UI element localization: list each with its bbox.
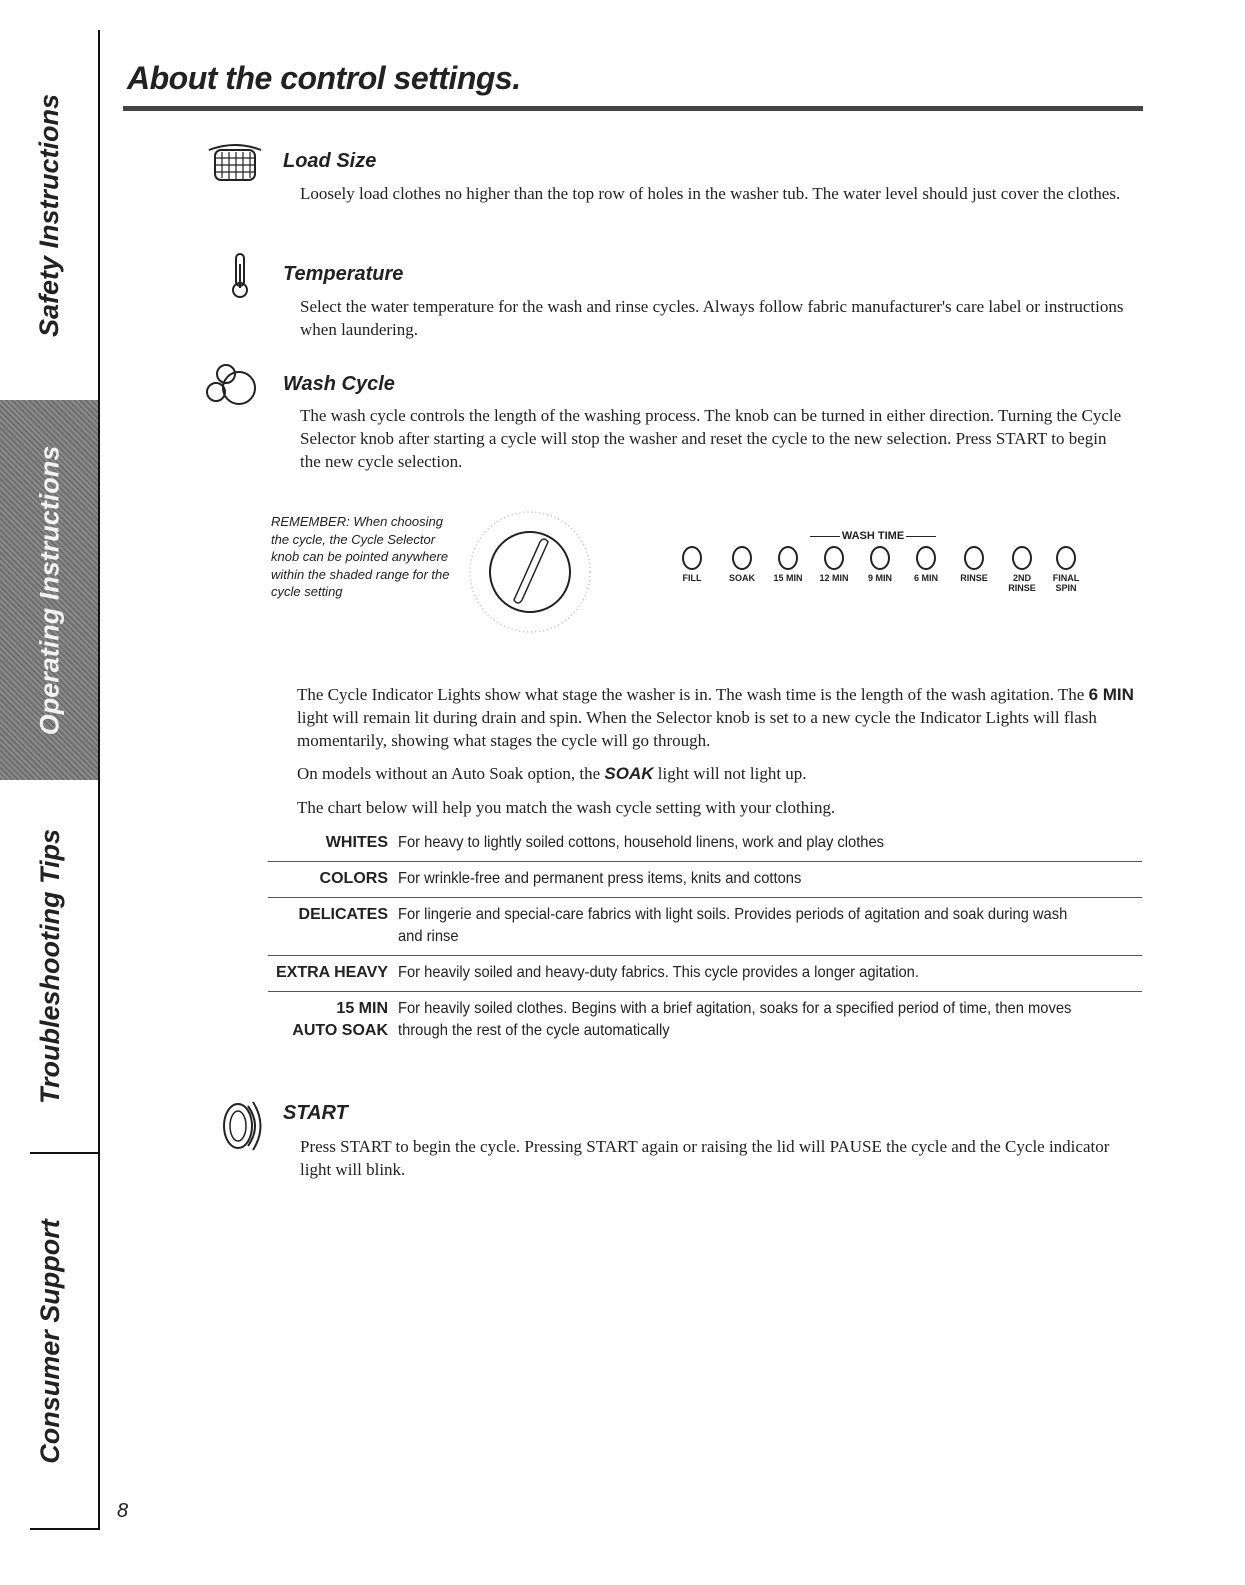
- start-text: Press START to begin the cycle. Pressing START again or raising the lid will PAUSE the cycle and the Cycle indicator light will blink.: [300, 1137, 1110, 1179]
- table-row: [268, 826, 1142, 862]
- light-label: 9 MIN: [867, 573, 892, 583]
- light-circle: [916, 546, 936, 570]
- cycle-desc: For heavily soiled clothes. Begins with a brief agitation, soaks for a specified period of time, then moves through the rest of the cycle automatically: [398, 1000, 1072, 1039]
- text-run: The Cycle Indicator Lights show what stage the washer is in. The wash time is the length of the wash agitation. The: [297, 685, 1089, 704]
- light-circle: [682, 546, 702, 570]
- thermometer-icon: [228, 252, 252, 300]
- tab-safety-instructions[interactable]: [0, 30, 100, 400]
- page-number: 8: [117, 1500, 129, 1522]
- tab-troubleshooting-tips[interactable]: [0, 780, 100, 1152]
- temperature-heading: Temperature: [283, 263, 404, 285]
- load-size-heading: Load Size: [283, 150, 377, 172]
- chart-intro: The chart below will help you match the wash cycle setting with your clothing.: [297, 798, 836, 817]
- tab-operating-instructions[interactable]: [0, 400, 100, 780]
- start-heading: START: [283, 1102, 348, 1124]
- table-row: [268, 992, 1142, 1049]
- cycle-name: DELICATES: [298, 906, 388, 923]
- light-circle: [778, 546, 798, 570]
- light-label: FINAL SPIN: [1052, 573, 1080, 593]
- light-circle: [1056, 546, 1076, 570]
- remember-note: REMEMBER: When choosing the cycle, the Cycle Selector knob can be pointed anywhere within the shaded range for the cycle setting: [271, 514, 450, 599]
- wash-cycle-heading: Wash Cycle: [283, 373, 395, 395]
- light-label: 2ND RINSE: [1008, 573, 1036, 593]
- table-row: [268, 862, 1142, 898]
- bold-term: SOAK: [604, 764, 654, 783]
- text-run: light will remain lit during drain and spin. When the Selector knob is set to a new cycle the Indicator Lights will flash momentarily, showing what stages the cycle will go through.: [297, 708, 1097, 750]
- indicator-text: [297, 683, 1137, 752]
- tab-consumer-support[interactable]: [0, 1154, 100, 1528]
- cycle-name: 15 MIN AUTO SOAK: [292, 1000, 388, 1039]
- wash-cycle-text: The wash cycle controls the length of the washing process. The knob can be turned in either direction. Turning the Cycle Selector knob after starting a cycle will stop the washer and reset the cycle to the new selection. Press START to begin the new cycle selection.: [300, 406, 1122, 471]
- light-circle: [1012, 546, 1032, 570]
- indicator-light: [1038, 546, 1094, 593]
- light-label: 15 MIN: [773, 573, 803, 583]
- title-rule: [123, 106, 1143, 111]
- light-circle: [732, 546, 752, 570]
- tab-label: Safety Instructions: [34, 93, 65, 337]
- light-circle: [964, 546, 984, 570]
- basket-icon: [205, 140, 265, 186]
- light-label: 6 MIN: [913, 573, 938, 583]
- cycle-desc: For heavy to lightly soiled cottons, household linens, work and play clothes: [398, 834, 885, 851]
- tab-label: Consumer Support: [34, 1218, 65, 1464]
- cycle-desc: For lingerie and special-care fabrics with light soils. Provides periods of agitation and soak during wash and rinse: [398, 906, 1068, 945]
- table-row: [268, 898, 1142, 956]
- light-label: RINSE: [960, 573, 988, 583]
- sidebar: [0, 0, 100, 1585]
- cycle-name: WHITES: [325, 834, 388, 851]
- light-circle: [824, 546, 844, 570]
- cycle-desc: For wrinkle-free and permanent press items, knits and cottons: [398, 870, 802, 887]
- cycle-name: COLORS: [319, 870, 388, 887]
- light-circle: [870, 546, 890, 570]
- light-label: 12 MIN: [819, 573, 849, 583]
- cycle-desc: For heavily soiled and heavy-duty fabrics. This cycle provides a longer agitation.: [398, 964, 919, 981]
- temperature-text: Select the water temperature for the wash and rinse cycles. Always follow fabric manufacturer's care label or instructions when laundering.: [300, 297, 1124, 339]
- sidebar-rule: [98, 30, 100, 1530]
- load-size-text: Loosely load clothes no higher than the top row of holes in the washer tub. The water level should just cover the clothes.: [300, 184, 1121, 203]
- text-run: light will not light up.: [653, 764, 807, 783]
- start-button-icon: [218, 1098, 264, 1154]
- wash-time-label: WASH TIME: [792, 530, 954, 542]
- tab-label: Troubleshooting Tips: [34, 828, 65, 1104]
- tab-label: Operating Instructions: [34, 445, 65, 735]
- text-run: On models without an Auto Soak option, the: [297, 764, 605, 783]
- page-title: About the control settings.: [127, 60, 521, 96]
- cycle-table: [268, 826, 1142, 1049]
- cycle-selector-knob[interactable]: [452, 510, 607, 635]
- tab-divider: [30, 1528, 100, 1530]
- light-label: FILL: [682, 573, 702, 583]
- table-row: [268, 956, 1142, 992]
- wash-cycle-icon: [204, 358, 274, 408]
- soak-note: [297, 762, 1127, 785]
- light-label: SOAK: [728, 573, 755, 583]
- bold-term: 6 MIN: [1088, 685, 1134, 704]
- indicator-light: [664, 546, 720, 583]
- cycle-name: EXTRA HEAVY: [275, 964, 388, 981]
